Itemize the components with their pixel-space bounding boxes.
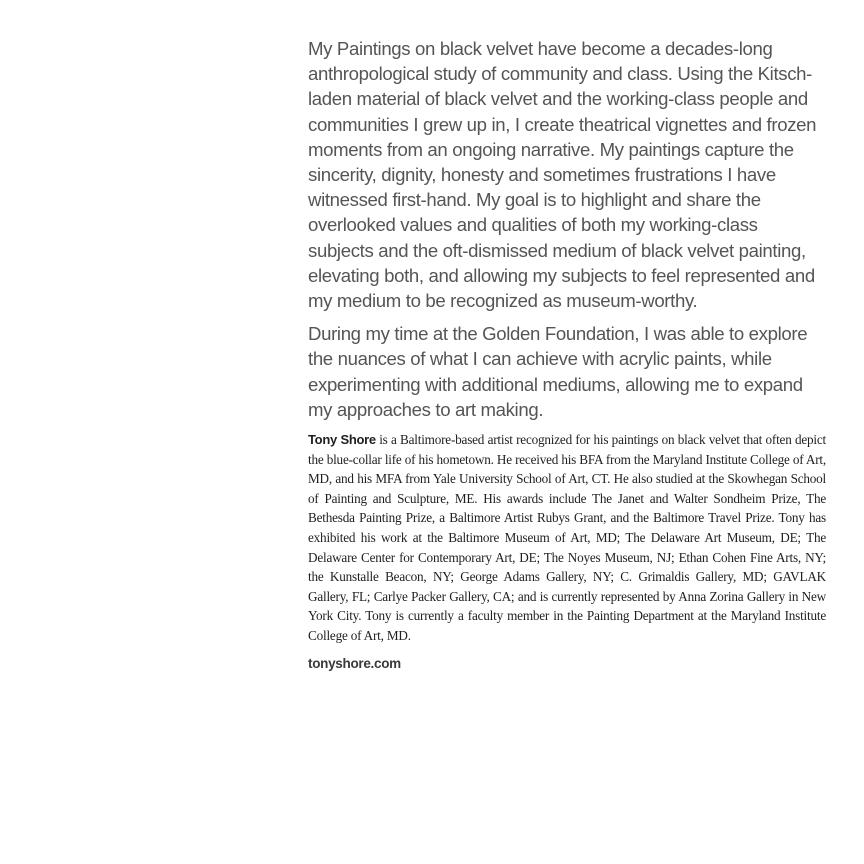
artist-statement-page <box>308 36 826 671</box>
artist-name: Tony Shore <box>308 432 376 448</box>
artist-website-link[interactable]: tonyshore.com <box>308 655 401 671</box>
artist-bio-text: is a Baltimore-based artist recognized for his paintings on black velvet that often depict the blue-collar life of his hometown. He received his BFA from the Maryland Institute College of Art, MD, and his MFA from Yale University School of Art, CT. He also studied at the Skowhegan School of Painting and Sculpture, ME. His awards include The Janet and Walter Sondheim Prize, The Bethesda Painting Prize, a Baltimore Artist Rubys Grant, and the Baltimore Travel Prize. Tony has exhibited his work at the Baltimore Museum of Art, MD; The Delaware Art Museum, DE; The Delaware Center for Contemporary Art, DE; The Noyes Museum, NJ; Ethan Cohen Fine Arts, NY; the Kunstalle Beacon, NY; George Adams Gallery, NY; C. Grimaldis Gallery, MD; GAVLAK Gallery, FL; Carlye Packer Gallery, CA; and is currently represented by Anna Zorina Gallery in New York City. Tony is currently a faculty member in the Painting Department at the Maryland Institute College of Art, MD. <box>308 432 826 643</box>
artist-statement <box>308 36 826 422</box>
statement-paragraph-2: During my time at the Golden Foundation, I was able to explore the nuances of what I can achieve with acrylic paints, while experimenting with additional mediums, allowing me to expand my approaches to art making. <box>308 323 808 420</box>
artist-bio <box>308 430 826 646</box>
statement-paragraph-1: My Paintings on black velvet have become a decades-long anthropological study of community and class. Using the Kitsch-laden material of black velvet and the working-class people and communities I grew up in, I create theatrical vignettes and frozen moments from an ongoing narrative. My paintings capture the sincerity, dignity, honesty and sometimes frustrations I have witnessed first-hand. My goal is to highlight and share the overlooked values and qualities of both my working-class subjects and the oft-dismissed medium of black velvet painting, elevating both, and allowing my subjects to feel represented and my medium to be recognized as museum-worthy. <box>308 38 817 312</box>
